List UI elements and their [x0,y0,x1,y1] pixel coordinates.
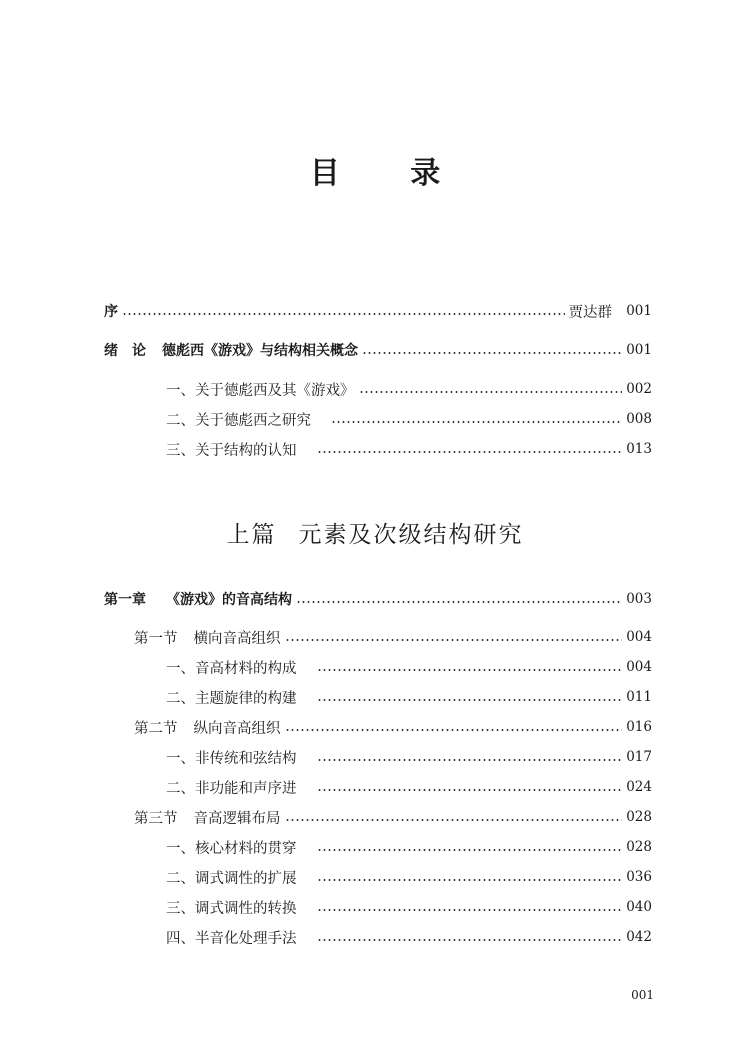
toc-entry-page: 017 [626,749,652,765]
dot-leader [317,699,623,701]
page-title: 目 录 [309,156,471,191]
toc-entry-page: 028 [626,839,652,855]
part-heading [0,516,750,549]
toc-entry-section-3-item-1[interactable] [166,836,652,858]
toc-entry-intro-3[interactable] [166,438,652,460]
toc-entry-page: 008 [626,411,652,427]
dot-leader [362,352,622,354]
toc-entry-intro-2[interactable] [166,408,652,430]
toc-entry-prefix: 第一章 [104,592,146,608]
dot-leader [285,819,623,821]
toc-entry-label: 二、调式调性的扩展 [166,870,297,887]
toc-entry-section-1[interactable] [134,626,652,648]
toc-entry-label: 一、音高材料的构成 [166,660,297,677]
dot-leader [317,939,623,941]
toc-entry-prefix: 第一节 [134,630,178,647]
toc-entry-title: 横向音高组织 [193,630,281,647]
dot-leader [317,669,623,671]
toc-entry-section-2[interactable] [134,716,652,738]
toc-entry-page: 004 [626,659,652,675]
dot-leader [285,729,623,731]
toc-entry-author: 贾达群 [568,304,612,321]
part-text: 元素及次级结构研究 [298,522,524,548]
toc-entry-page: 001 [626,342,652,358]
toc-entry-page: 028 [626,809,652,825]
toc-entry-label: 三、调式调性的转换 [166,900,297,917]
toc-entry-label: 三、关于结构的认知 [166,442,297,459]
toc-entry-page: 024 [626,779,652,795]
toc-entry-prefix: 第二节 [134,720,178,737]
toc-entry-section-3-item-4[interactable] [166,926,652,948]
toc-entry-page: 001 [626,303,652,319]
dot-leader [285,639,623,641]
dot-leader [359,391,623,393]
toc-entry-label [104,340,358,360]
toc-entry-chapter-1[interactable] [104,588,652,610]
toc-entry-label: 二、非功能和声序进 [166,780,297,797]
toc-entry-label: 一、非传统和弦结构 [166,750,297,767]
toc-entry-title: 纵向音高组织 [193,720,281,737]
toc-entry-page: 004 [626,629,652,645]
toc-entry-section-3-item-2[interactable] [166,866,652,888]
dot-leader [317,759,623,761]
toc-entry-label: 一、关于德彪西及其《游戏》 [166,382,355,399]
toc-entry-label [104,589,292,609]
dot-leader [122,313,565,315]
dot-leader [317,789,623,791]
dot-leader [317,909,623,911]
toc-entry-intro[interactable] [104,339,652,361]
toc-entry-label: 二、主题旋律的构建 [166,690,297,707]
toc-entry-section-3[interactable] [134,806,652,828]
dot-leader [331,421,622,423]
toc-entry-title: 德彪西《游戏》与结构相关概念 [162,343,358,359]
page-number: 001 [631,988,654,1002]
toc-entry-page: 042 [626,929,652,945]
dot-leader [296,601,622,603]
toc-entry-label [134,627,281,648]
toc-entry-prefix: 绪 论 [104,343,146,359]
toc-entry-section-1-item-2[interactable] [166,686,652,708]
toc-entry-label [134,717,281,738]
toc-entry-label: 序 [104,304,118,320]
toc-entry-section-3-item-3[interactable] [166,896,652,918]
toc-entry-page: 040 [626,899,652,915]
toc-entry-label: 二、关于德彪西之研究 [166,412,311,429]
toc-entry-page: 011 [626,689,652,705]
toc-entry-preface[interactable] [104,300,652,322]
toc-entry-page: 013 [626,441,652,457]
dot-leader [317,849,623,851]
toc-entry-label: 四、半音化处理手法 [166,930,297,947]
toc-entry-page: 036 [626,869,652,885]
toc-entry-title: 《游戏》的音高结构 [166,592,292,608]
part-prefix: 上篇 [226,522,277,548]
toc-entry-section-2-item-2[interactable] [166,776,652,798]
toc-entry-prefix: 第三节 [134,810,178,827]
toc-entry-page: 016 [626,719,652,735]
toc-entry-section-2-item-1[interactable] [166,746,652,768]
dot-leader [317,451,623,453]
toc-entry-section-1-item-1[interactable] [166,656,652,678]
toc-entry-page: 002 [626,381,652,397]
toc-entry-label: 一、核心材料的贯穿 [166,840,297,857]
toc-entry-title: 音高逻辑布局 [193,810,281,827]
toc-entry-intro-1[interactable] [166,378,652,400]
toc-entry-page: 003 [626,591,652,607]
dot-leader [317,879,623,881]
toc-entry-label [134,807,281,828]
